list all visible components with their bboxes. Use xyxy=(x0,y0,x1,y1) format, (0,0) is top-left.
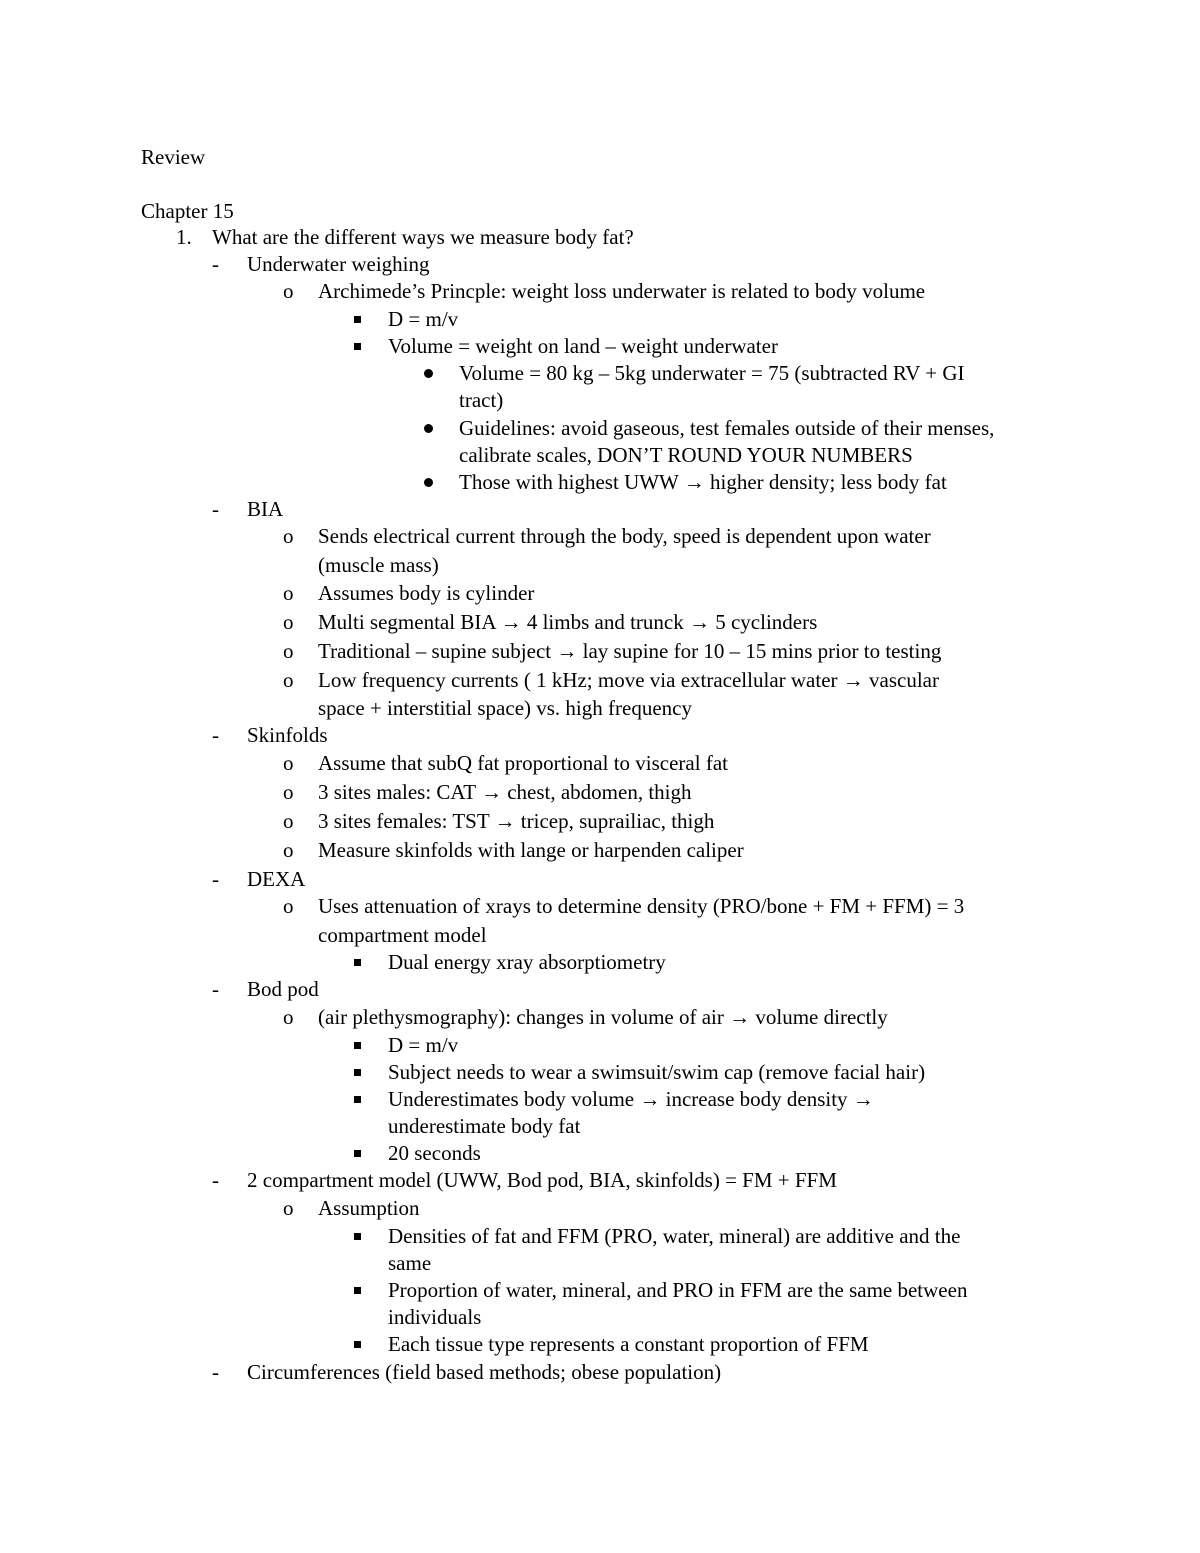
circle-marker: o xyxy=(283,639,294,663)
bodpod-sub-3-line2: underestimate body fat xyxy=(388,1114,581,1138)
dexa-sub-item: Dual energy xray absorptiometry xyxy=(388,950,666,974)
twocomp-assumption-1-line1: Densities of fat and FFM (PRO, water, mineral) are additive and the xyxy=(388,1224,961,1248)
method-bia: BIA xyxy=(247,497,284,521)
skinfolds-item-2: 3 sites males: CAT → chest, abdomen, thigh xyxy=(318,780,692,804)
uww-principle: Archimede’s Princple: weight loss underwater is related to body volume xyxy=(318,279,926,303)
chapter-heading: Chapter 15 xyxy=(141,199,234,223)
square-bullet-icon xyxy=(354,343,361,350)
circle-marker: o xyxy=(283,668,294,692)
skinfolds-item-3: 3 sites females: TST → tricep, suprailiac, thigh xyxy=(318,809,715,833)
bodpod-sub-2: Subject needs to wear a swimsuit/swim cap (remove facial hair) xyxy=(388,1060,926,1084)
bia-item-2: Assumes body is cylinder xyxy=(318,581,535,605)
dash-marker: - xyxy=(212,252,219,276)
circle-marker: o xyxy=(283,780,294,804)
dash-marker: - xyxy=(212,1360,219,1384)
dexa-item-1-line2: compartment model xyxy=(318,923,487,947)
bodpod-sub-4: 20 seconds xyxy=(388,1141,481,1165)
bodpod-item-1: (air plethysmography): changes in volume of air → volume directly xyxy=(318,1005,888,1029)
bia-item-3: Multi segmental BIA → 4 limbs and trunck → 5 cyclinders xyxy=(318,610,818,634)
twocomp-assumption-2-line1: Proportion of water, mineral, and PRO in FFM are the same between xyxy=(388,1278,968,1302)
method-uww: Underwater weighing xyxy=(247,252,430,276)
method-skinfolds: Skinfolds xyxy=(247,723,328,747)
dash-marker: - xyxy=(212,977,219,1001)
skinfolds-item-1: Assume that subQ fat proportional to visceral fat xyxy=(318,751,728,775)
bodpod-sub-3-line1: Underestimates body volume → increase body density → xyxy=(388,1087,874,1111)
bia-item-1-line1: Sends electrical current through the body, speed is dependent upon water xyxy=(318,524,931,548)
circle-marker: o xyxy=(283,809,294,833)
page-title: Review xyxy=(141,145,206,169)
twocomp-assumption-3: Each tissue type represents a constant proportion of FFM xyxy=(388,1332,869,1356)
bia-item-5-line1: Low frequency currents ( 1 kHz; move via extracellular water → vascular xyxy=(318,668,939,692)
uww-example-line1: Volume = 80 kg – 5kg underwater = 75 (subtracted RV + GI xyxy=(459,361,965,385)
method-two-compartment: 2 compartment model (UWW, Bod pod, BIA, skinfolds) = FM + FFM xyxy=(247,1168,837,1192)
circle-marker: o xyxy=(283,581,294,605)
square-bullet-icon xyxy=(354,1042,361,1049)
method-circumferences: Circumferences (field based methods; obese population) xyxy=(247,1360,722,1384)
uww-guidelines-line2: calibrate scales, DON’T ROUND YOUR NUMBERS xyxy=(459,443,913,467)
round-bullet-icon xyxy=(424,369,433,378)
uww-example-line2: tract) xyxy=(459,388,504,412)
uww-guidelines-line1: Guidelines: avoid gaseous, test females outside of their menses, xyxy=(459,416,995,440)
circle-marker: o xyxy=(283,838,294,862)
square-bullet-icon xyxy=(354,1069,361,1076)
bia-item-5-line2: space + interstitial space) vs. high frequency xyxy=(318,696,692,720)
uww-volume: Volume = weight on land – weight underwater xyxy=(388,334,778,358)
round-bullet-icon xyxy=(424,424,433,433)
dash-marker: - xyxy=(212,867,219,891)
twocomp-assumption-1-line2: same xyxy=(388,1251,432,1275)
method-bodpod: Bod pod xyxy=(247,977,319,1001)
circle-marker: o xyxy=(283,751,294,775)
skinfolds-item-4: Measure skinfolds with lange or harpenden caliper xyxy=(318,838,744,862)
round-bullet-icon xyxy=(424,478,433,487)
dexa-item-1-line1: Uses attenuation of xrays to determine density (PRO/bone + FM + FFM) = 3 xyxy=(318,894,965,918)
circle-marker: o xyxy=(283,1005,294,1029)
square-bullet-icon xyxy=(354,959,361,966)
uww-highest: Those with highest UWW → higher density; less body fat xyxy=(459,470,947,494)
square-bullet-icon xyxy=(354,1150,361,1157)
twocomp-assumption-2-line2: individuals xyxy=(388,1305,482,1329)
circle-marker: o xyxy=(283,610,294,634)
circle-marker: o xyxy=(283,524,294,548)
bia-item-4: Traditional – supine subject → lay supine for 10 – 15 mins prior to testing xyxy=(318,639,942,663)
bodpod-sub-1: D = m/v xyxy=(388,1033,459,1057)
circle-marker: o xyxy=(283,279,294,303)
twocomp-assumption: Assumption xyxy=(318,1196,420,1220)
square-bullet-icon xyxy=(354,316,361,323)
circle-marker: o xyxy=(283,1196,294,1220)
square-bullet-icon xyxy=(354,1341,361,1348)
method-dexa: DEXA xyxy=(247,867,306,891)
question-number: 1. xyxy=(176,225,192,249)
bia-item-1-line2: (muscle mass) xyxy=(318,553,439,577)
question-text: What are the different ways we measure body fat? xyxy=(212,225,634,249)
square-bullet-icon xyxy=(354,1233,361,1240)
uww-formula: D = m/v xyxy=(388,307,459,331)
dash-marker: - xyxy=(212,723,219,747)
dash-marker: - xyxy=(212,497,219,521)
circle-marker: o xyxy=(283,894,294,918)
dash-marker: - xyxy=(212,1168,219,1192)
square-bullet-icon xyxy=(354,1287,361,1294)
square-bullet-icon xyxy=(354,1096,361,1103)
